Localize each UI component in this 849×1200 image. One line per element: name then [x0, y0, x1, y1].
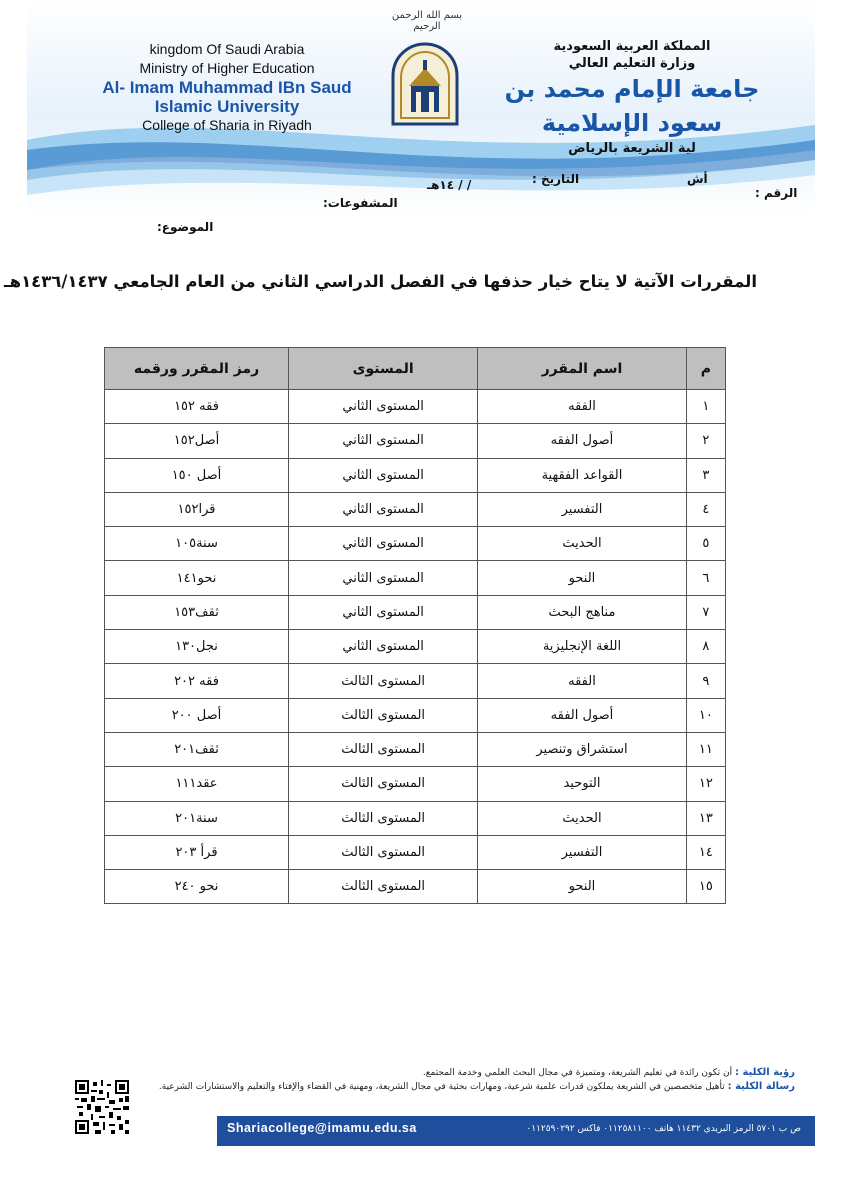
table-row: [105, 801, 726, 835]
course-level: المستوى الثاني: [289, 595, 478, 629]
table-row: [105, 664, 726, 698]
row-number: ٩: [686, 664, 725, 698]
course-level: المستوى الثالث: [289, 767, 478, 801]
table-row: [105, 870, 726, 904]
row-number: ١٥: [686, 870, 725, 904]
course-level: المستوى الثاني: [289, 390, 478, 424]
course-name: النحو: [478, 870, 686, 904]
table-row: [105, 595, 726, 629]
table-row: [105, 767, 726, 801]
course-level: المستوى الثاني: [289, 492, 478, 526]
row-number: ٦: [686, 561, 725, 595]
college-vision-mission: [145, 1066, 795, 1094]
course-level: المستوى الثالث: [289, 870, 478, 904]
course-code: فقه ٢٠٢: [105, 664, 289, 698]
mission-text: تأهيل متخصصين في الشريعة يملكون قدرات علمية شرعية، ومهارات بحثية في مجال الشريعة، ومهنية في القضاء والإفتاء والتعليم والاستشارات الشرعية.: [158, 1082, 725, 1092]
country-name-ar: المملكة العربية السعودية: [553, 39, 711, 54]
college-name-en: College of Sharia in Riyadh: [142, 117, 312, 133]
course-level: المستوى الثالث: [289, 664, 478, 698]
vision-label: رؤية الكلية :: [735, 1067, 795, 1078]
course-level: المستوى الثاني: [289, 424, 478, 458]
row-number: ٤: [686, 492, 725, 526]
reference-number-label: الرقم :: [755, 186, 798, 200]
course-code: قرا١٥٢: [105, 492, 289, 526]
arabic-letterhead: [487, 38, 777, 158]
course-code: أصل١٥٢: [105, 424, 289, 458]
course-name: مناهج البحث: [478, 595, 686, 629]
course-code: قرأ ٢٠٣: [105, 835, 289, 869]
row-number: ٢: [686, 424, 725, 458]
course-code: أصل ١٥٠: [105, 458, 289, 492]
course-code: سنة٢٠١: [105, 801, 289, 835]
course-name: أصول الفقه: [478, 698, 686, 732]
course-code: عقد١١١: [105, 767, 289, 801]
course-name: التفسير: [478, 492, 686, 526]
row-number: ١٠: [686, 698, 725, 732]
table-row: [105, 561, 726, 595]
college-email: Shariacollege@imamu.edu.sa: [227, 1121, 417, 1135]
attachments-label: المشفوعات:: [323, 196, 398, 210]
qr-code: [75, 1080, 129, 1134]
header-course-name: اسم المقرر: [478, 348, 686, 390]
table-row: [105, 390, 726, 424]
course-name: التفسير: [478, 835, 686, 869]
course-level: المستوى الثاني: [289, 527, 478, 561]
course-level: المستوى الثالث: [289, 801, 478, 835]
ministry-name-ar: وزارة التعليم العالي: [568, 56, 696, 71]
college-name-ar: لية الشريعة بالرياض: [568, 141, 696, 156]
course-name: أصول الفقه: [478, 424, 686, 458]
courses-table: [104, 347, 726, 904]
course-level: المستوى الثاني: [289, 561, 478, 595]
courses-table-body: [105, 390, 726, 904]
mission-label: رسالة الكلية :: [727, 1081, 795, 1092]
row-number: ٣: [686, 458, 725, 492]
english-letterhead: [92, 40, 362, 135]
vision-line: [145, 1066, 795, 1080]
date-label: التاريخ :: [532, 172, 580, 186]
university-logo: [389, 42, 461, 128]
country-name-en: kingdom Of Saudi Arabia: [149, 41, 305, 57]
ash-label: أش: [687, 172, 708, 186]
course-name: الفقه: [478, 664, 686, 698]
table-row: [105, 492, 726, 526]
university-name-en: Al- Imam Muhammad IBn Saud: [102, 78, 352, 97]
row-number: ١٤: [686, 835, 725, 869]
course-level: المستوى الثالث: [289, 698, 478, 732]
course-code: نحو ٢٤٠: [105, 870, 289, 904]
course-code: نجل١٣٠: [105, 630, 289, 664]
table-row: [105, 630, 726, 664]
document-title: المقررات الآتية لا يتاح خيار حذفها في الفصل الدراسي الثاني من العام الجامعي ١٤٣٦/١٤٣٧هـ: [4, 272, 757, 291]
course-name: الفقه: [478, 390, 686, 424]
table-row: [105, 732, 726, 766]
course-level: المستوى الثالث: [289, 732, 478, 766]
university-name-en-2: Islamic University: [154, 97, 300, 116]
course-name: التوحيد: [478, 767, 686, 801]
course-code: نحو١٤١: [105, 561, 289, 595]
footer: [27, 1050, 815, 1150]
course-name: الحديث: [478, 801, 686, 835]
course-code: أصل ٢٠٠: [105, 698, 289, 732]
course-name: الحديث: [478, 527, 686, 561]
course-code: ثقف١٥٣: [105, 595, 289, 629]
row-number: ١٢: [686, 767, 725, 801]
table-row: [105, 458, 726, 492]
course-level: المستوى الثالث: [289, 835, 478, 869]
course-name: استشراق وتنصير: [478, 732, 686, 766]
letterhead-page: [4, 0, 815, 1150]
table-row: [105, 527, 726, 561]
row-number: ١٣: [686, 801, 725, 835]
course-level: المستوى الثاني: [289, 630, 478, 664]
table-row: [105, 698, 726, 732]
course-level: المستوى الثاني: [289, 458, 478, 492]
header-level: المستوى: [289, 348, 478, 390]
course-code: فقه ١٥٢: [105, 390, 289, 424]
row-number: ١١: [686, 732, 725, 766]
table-row: [105, 424, 726, 458]
basmala: بسم الله الرحمن الرحيم: [391, 10, 463, 32]
table-header-row: [105, 348, 726, 390]
header-course-code: رمز المقرر ورقمه: [105, 348, 289, 390]
course-name: القواعد الفقهية: [478, 458, 686, 492]
row-number: ٨: [686, 630, 725, 664]
date-value: / / ١٤هـ: [427, 178, 472, 192]
course-name: اللغة الإنجليزية: [478, 630, 686, 664]
university-name-ar: جامعة الإمام محمد بن سعود الإسلامية: [504, 75, 760, 137]
course-code: ثقف٢٠١: [105, 732, 289, 766]
postal-phone-fax: ص ب ٥٧٠١ الرمز البريدي ١١٤٣٢ هاتف ٠١١٢٥٨١١٠٠ فاكس ٠١١٢٥٩٠٢٩٢: [526, 1124, 801, 1134]
ministry-name-en: Ministry of Higher Education: [139, 60, 315, 76]
course-code: سنة١٠٥: [105, 527, 289, 561]
header-number: م: [686, 348, 725, 390]
row-number: ٥: [686, 527, 725, 561]
mission-line: [145, 1080, 795, 1094]
table-row: [105, 835, 726, 869]
row-number: ١: [686, 390, 725, 424]
vision-text: أن تكون رائدة في تعليم الشريعة، ومتميزة في مجال البحث العلمي وخدمة المجتمع.: [422, 1068, 733, 1078]
subject-label: الموضوع:: [157, 220, 214, 234]
course-name: النحو: [478, 561, 686, 595]
row-number: ٧: [686, 595, 725, 629]
